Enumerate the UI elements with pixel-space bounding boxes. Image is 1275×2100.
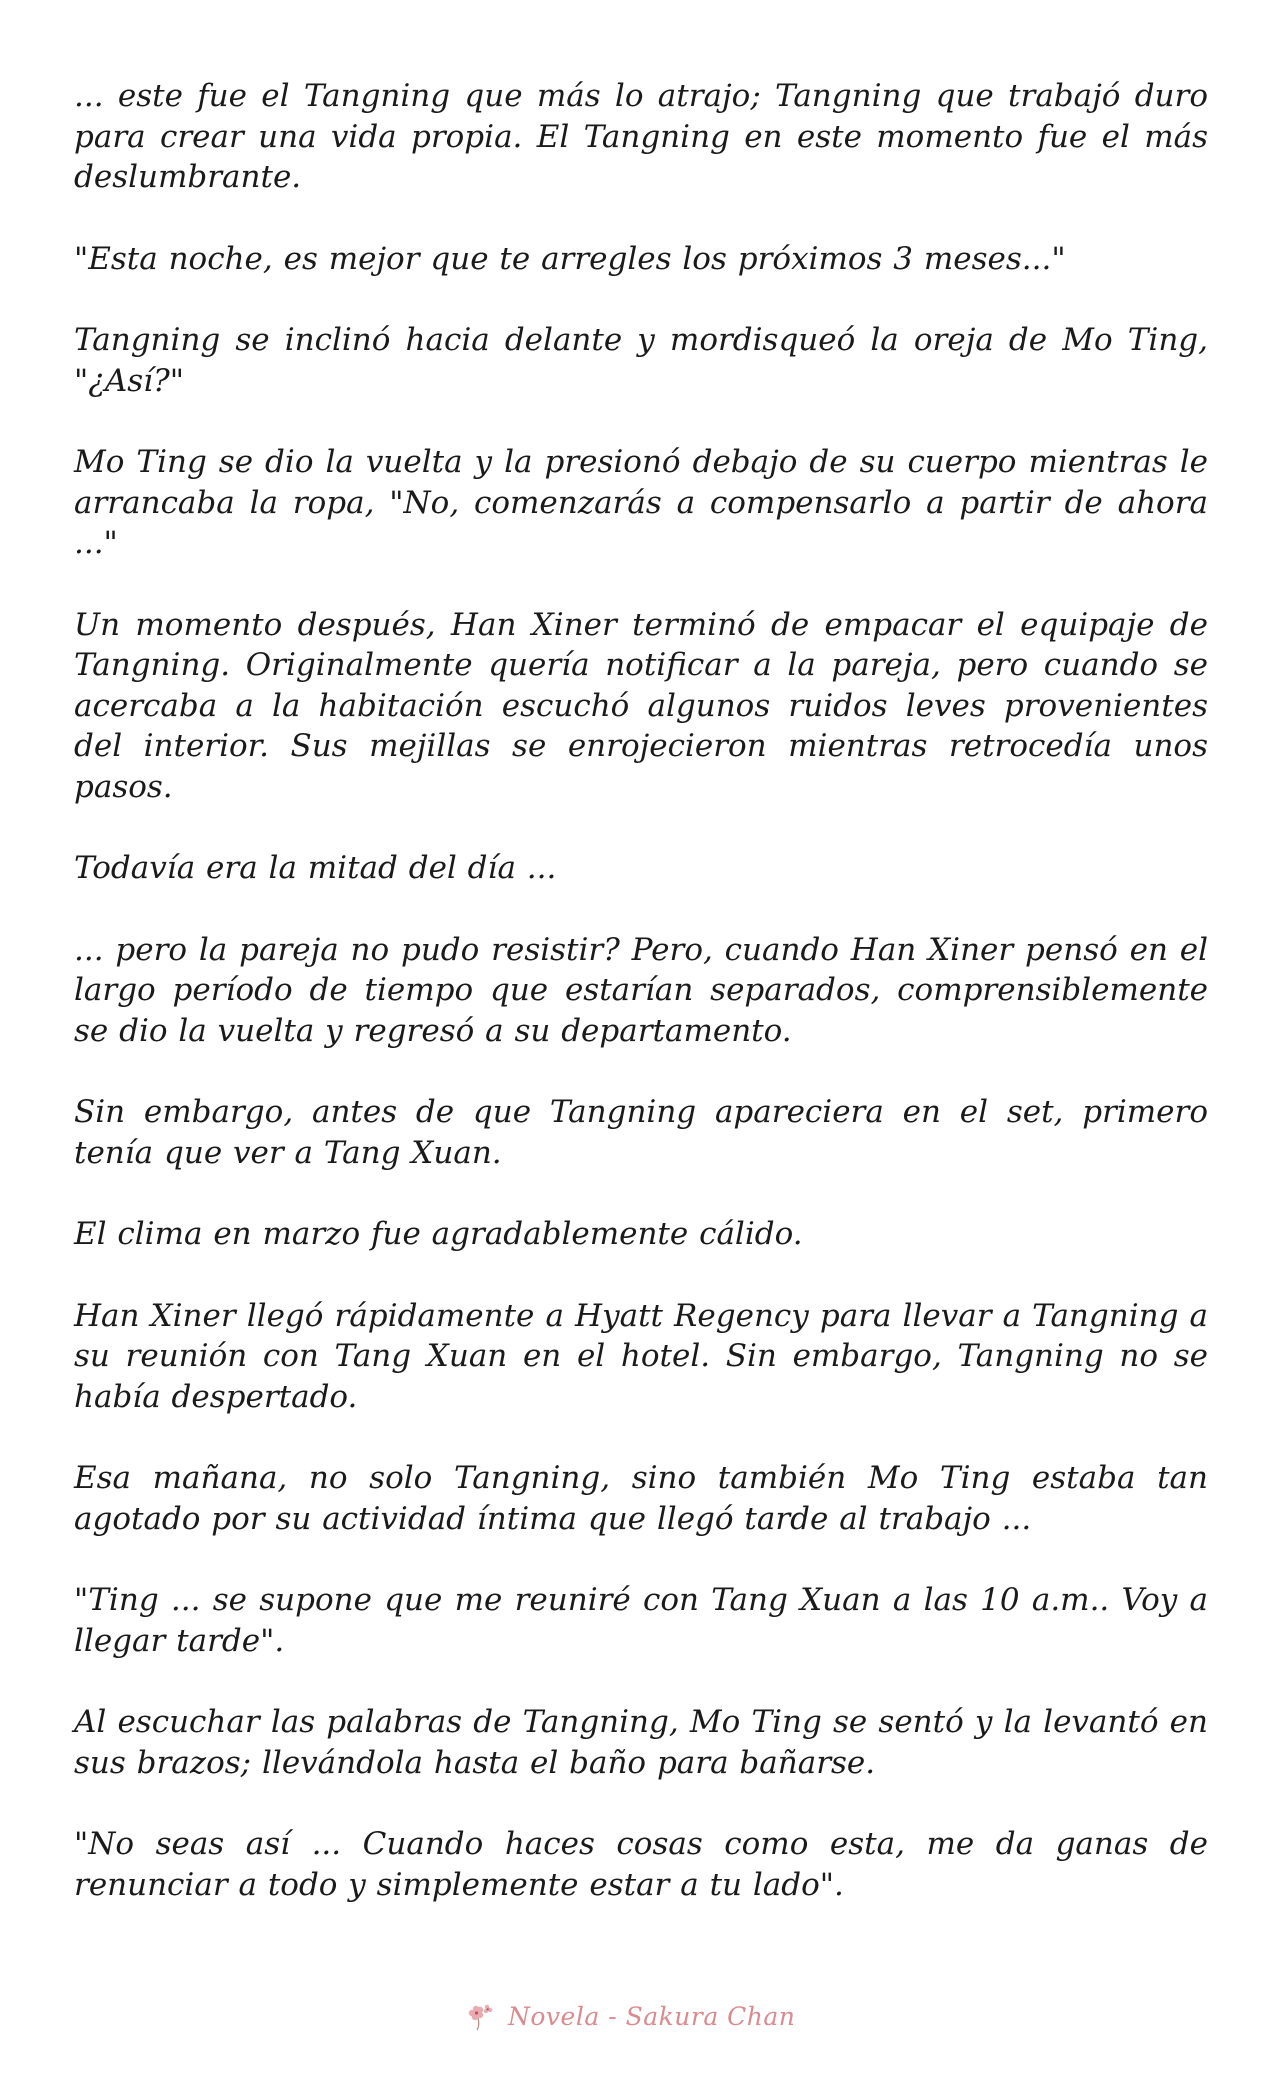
paragraph: Al escuchar las palabras de Tangning, Mo Ting se sentó y la levantó en sus brazos; llevándola hasta el baño para bañarse. — [74, 1704, 1208, 1781]
paragraph: Un momento después, Han Xiner terminó de empacar el equipaje de Tangning. Originalmente quería notificar a la pareja, pero cuando se acercaba a la habitación escuchó algunos ruidos leves provenientes del interior. Sus mejillas se enrojecieron mientras retrocedía unos pasos. — [74, 606, 1208, 805]
paragraph: Mo Ting se dio la vuelta y la presionó debajo de su cuerpo mientras le arrancaba la ropa, "No, comenzarás a compensarlo a partir de ahora ..." — [74, 444, 1208, 561]
watermark-text: Novela - Sakura Chan — [508, 2001, 796, 2031]
paragraph: Todavía era la mitad del día ... — [74, 850, 557, 886]
paragraph: El clima en marzo fue agradablemente cálido. — [74, 1216, 803, 1252]
paragraph: Tangning se inclinó hacia delante y mordisqueó la oreja de Mo Ting, "¿Así?" — [74, 322, 1208, 399]
sakura-blossom-icon — [466, 2001, 500, 2031]
paragraph: ... este fue el Tangning que más lo atrajo; Tangning que trabajó duro para crear una vida propia. El Tangning en este momento fue el más deslumbrante. — [74, 78, 1208, 195]
paragraph: "No seas así ... Cuando haces cosas como esta, me da ganas de renunciar a todo y simplemente estar a tu lado". — [74, 1826, 1208, 1903]
paragraph: "Esta noche, es mejor que te arregles los próximos 3 meses..." — [74, 240, 1066, 277]
paragraph: Esa mañana, no solo Tangning, sino también Mo Ting estaba tan agotado por su actividad íntima que llegó tarde al trabajo ... — [74, 1460, 1208, 1537]
paragraph: Sin embargo, antes de que Tangning apareciera en el set, primero tenía que ver a Tang Xuan. — [74, 1094, 1208, 1171]
chapter-text — [74, 76, 1208, 1946]
watermark — [466, 1998, 836, 2034]
paragraph: "Ting ... se supone que me reuniré con Tang Xuan a las 10 a.m.. Voy a llegar tarde". — [74, 1582, 1208, 1659]
paragraph: Han Xiner llegó rápidamente a Hyatt Regency para llevar a Tangning a su reunión con Tang Xuan en el hotel. Sin embargo, Tangning no se había despertado. — [74, 1297, 1208, 1415]
paragraph: ... pero la pareja no pudo resistir? Pero, cuando Han Xiner pensó en el largo período de tiempo que estarían separados, comprensiblemente se dio la vuelta y regresó a su departamento. — [74, 931, 1208, 1049]
